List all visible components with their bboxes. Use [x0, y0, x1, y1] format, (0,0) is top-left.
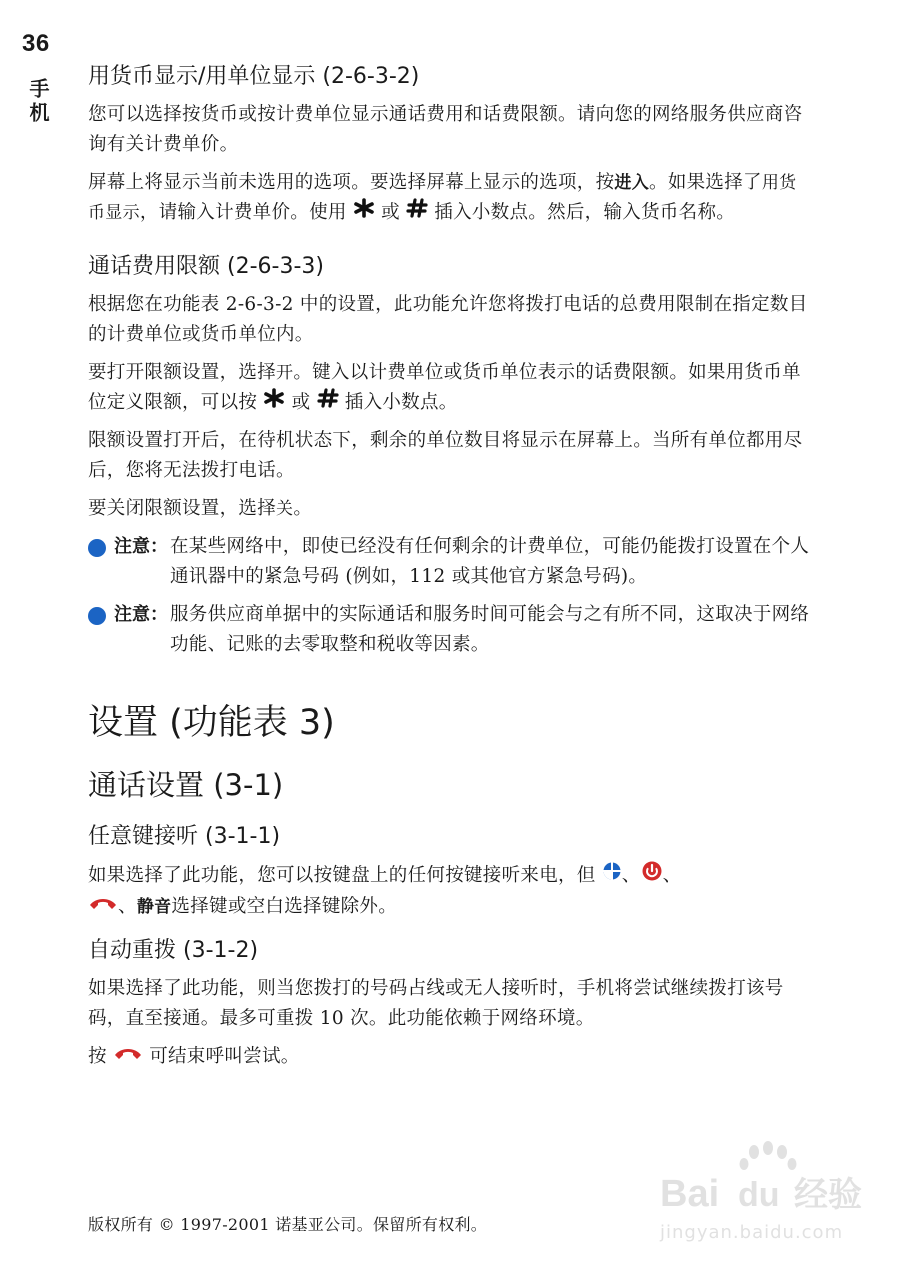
- heading-call-cost-limit: 通话费用限额 (2-6-3-3): [88, 254, 324, 279]
- heading-any-key-answer: 任意键接听 (3-1-1): [88, 824, 281, 849]
- text-fragment: 如果选择了此功能，您可以按键盘上的任何按键接听来电，但: [88, 865, 596, 886]
- keyword-on: 开: [276, 363, 294, 383]
- page-number: 36: [22, 30, 50, 57]
- text-fragment: 或: [381, 202, 400, 223]
- note-text: 在某些网络中，即使已经没有任何剩余的计费单位，可能仍能拨打设置在个人通讯器中的紧急号码 (例如，112 或其他官方紧急号码)。: [170, 536, 810, 587]
- paragraph-currency-select: [88, 168, 810, 228]
- keyword-off: 关: [276, 499, 294, 519]
- note-text: 服务供应商单据中的实际通话和服务时间可能会与之有所不同，这取决于网络功能、记账的去零取整和税收等因素。: [170, 604, 810, 655]
- watermark-brand: Bai: [660, 1173, 720, 1215]
- end-call-key-icon: [88, 892, 118, 922]
- keyword-mute: 静音: [136, 897, 172, 917]
- paw-logo-icon: [740, 1141, 797, 1170]
- baidu-jingyan-watermark: [656, 1140, 896, 1250]
- main-content: [88, 62, 810, 1080]
- note-bullet-icon: [88, 607, 106, 625]
- end-call-key-icon: [113, 1042, 143, 1072]
- paragraph-limit-on: [88, 358, 810, 418]
- star-key-icon: [263, 388, 285, 418]
- paragraph-any-key-answer: [88, 860, 810, 922]
- keyword-currency-display: 用货币显示: [88, 173, 797, 223]
- section-tab: 手机: [26, 78, 50, 126]
- note-billing: [88, 600, 810, 660]
- power-key-icon: [641, 860, 663, 892]
- text-fragment: 插入小数点。然后，输入货币名称。: [434, 202, 736, 223]
- text-fragment: 。如果选择了: [649, 172, 762, 193]
- note-label: 注意：: [114, 604, 168, 625]
- note-bullet-icon: [88, 539, 106, 557]
- keyword-enter: 进入: [614, 173, 650, 193]
- text-fragment: 。: [293, 498, 313, 519]
- note-label: 注意：: [114, 536, 168, 557]
- paragraph-limit-remaining: 限额设置打开后，在待机状态下，剩余的单位数目将显示在屏幕上。当所有单位都用尽后，您将无法拨打电话。: [88, 430, 803, 481]
- paragraph-currency-intro: 您可以选择按货币或按计费单位显示通话费用和话费限额。请向您的网络服务供应商咨询有关计费单价。: [88, 104, 803, 155]
- text-fragment: 、: [662, 865, 682, 886]
- text-fragment: 按: [88, 1046, 107, 1067]
- paragraph-limit-off: [88, 494, 810, 524]
- watermark-brand-2: du: [738, 1176, 780, 1214]
- text-fragment: 、: [118, 896, 137, 917]
- text-fragment: 、: [621, 865, 641, 886]
- text-fragment: 屏幕上将显示当前未选用的选项。要选择屏幕上显示的选项，按: [88, 172, 615, 193]
- navi-key-icon: [602, 861, 622, 891]
- paragraph-end-redial: [88, 1042, 810, 1072]
- text-fragment: 。键入以计费单位或货币单位表示的话费限额。如果用货币单位定义限额，可以按: [88, 362, 801, 413]
- footer-copyright: 版权所有 © 1997-2001 诺基亚公司。保留所有权利。: [88, 1215, 488, 1234]
- paragraph-auto-redial: 如果选择了此功能，则当您拨打的号码占线或无人接听时，手机将尝试继续拨打该号码，直至接通。最多可重拨 10 次。此功能依赖于网络环境。: [88, 978, 784, 1029]
- section-title-call-settings: 通话设置 (3-1): [88, 768, 284, 802]
- watermark-url: jingyan.baidu.com: [660, 1222, 844, 1243]
- hash-key-icon: [317, 388, 339, 418]
- text-fragment: 要关闭限额设置，选择: [88, 498, 277, 519]
- hash-key-icon: [406, 198, 428, 228]
- text-fragment: 选择键或空白选择键除外。: [171, 896, 398, 917]
- text-fragment: 可结束呼叫尝试。: [149, 1046, 300, 1067]
- text-fragment: 插入小数点。: [344, 392, 458, 413]
- note-emergency: [88, 532, 810, 592]
- text-fragment: 要打开限额设置，选择: [88, 362, 277, 383]
- paragraph-limit-intro: 根据您在功能表 2-6-3-2 中的设置，此功能允许您将拨打电话的总费用限制在指定数目的计费单位或货币单位内。: [88, 294, 808, 345]
- heading-auto-redial: 自动重拨 (3-1-2): [88, 938, 259, 963]
- heading-currency-unit-display: 用货币显示/用单位显示 (2-6-3-2): [88, 64, 420, 89]
- watermark-cn: 经验: [794, 1175, 862, 1215]
- chapter-title: 设置 (功能表 3): [88, 703, 335, 743]
- text-fragment: 或: [291, 392, 311, 413]
- text-fragment: ，请输入计费单价。使用: [139, 202, 347, 223]
- star-key-icon: [353, 198, 375, 228]
